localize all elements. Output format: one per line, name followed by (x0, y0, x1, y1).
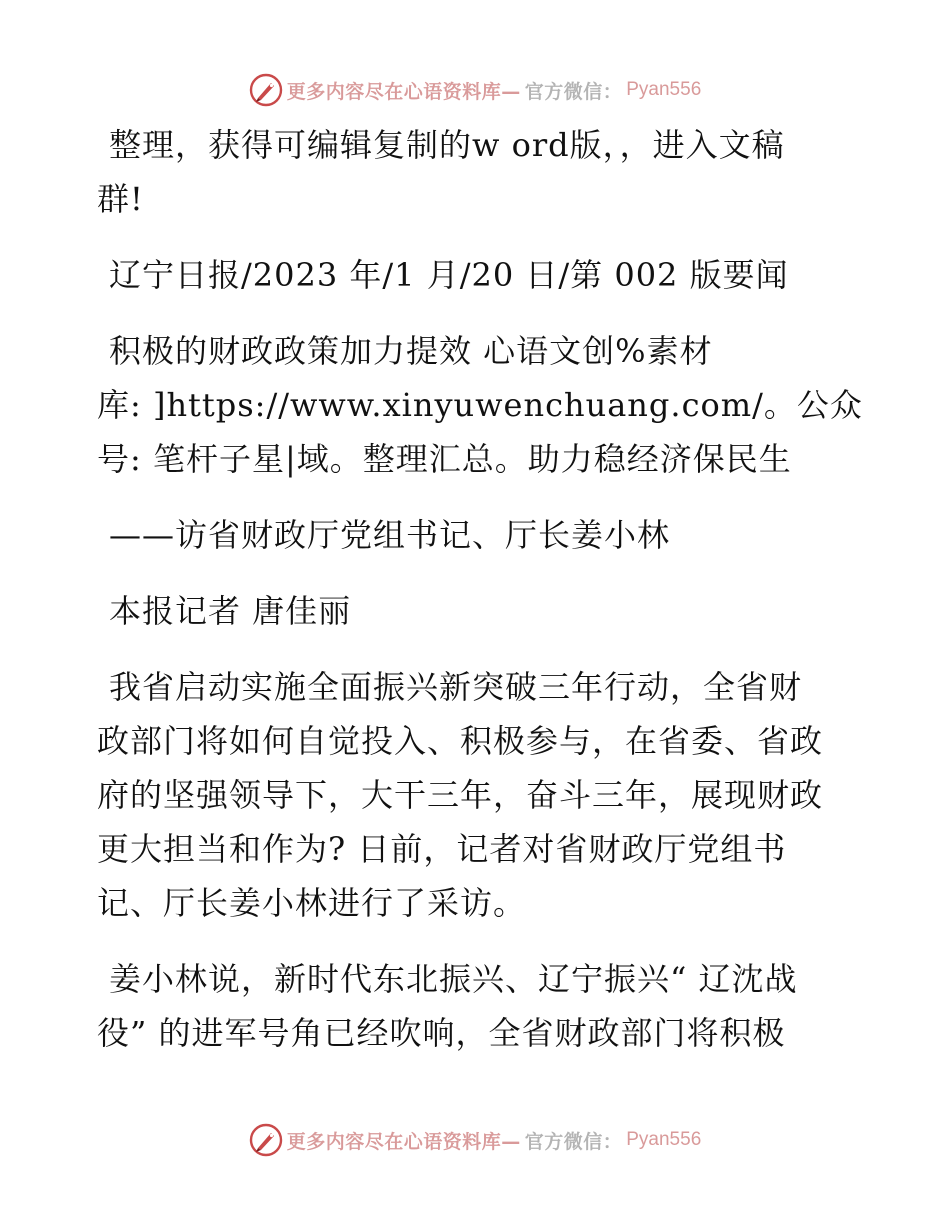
paragraph (97, 248, 857, 302)
document-body (97, 118, 863, 1060)
watermark-wechat-id: Pyan556 (626, 79, 702, 100)
paragraph-gap (97, 562, 857, 584)
paragraph-gap (97, 486, 857, 508)
text-line: ——访省财政厅党组书记、厅长姜小林 (109, 516, 671, 554)
paragraph-gap (97, 302, 857, 324)
text-line: 政部门将如何自觉投入、积极参与，在省委、省政 (97, 722, 824, 760)
watermark-wechat-id: Pyan556 (626, 1129, 702, 1150)
text-line: 役” 的进军号角已经吹响，全省财政部门将积极 (97, 1014, 786, 1052)
paragraph (97, 584, 857, 638)
watermark-text: 更多内容尽在心语资料库— (286, 1130, 521, 1153)
text-line: 更大担当和作为? 日前，记者对省财政厅党组书 (97, 830, 787, 868)
paragraph (97, 952, 857, 1060)
text-line: 记、厅长姜小林进行了采访。 (97, 884, 527, 922)
text-line: 号: 笔杆子星|域。整理汇总。助力稳经济保民生 (97, 440, 792, 478)
text-line: 辽宁日报/2023 年/1 月/20 日/第 002 版要闻 (109, 256, 789, 294)
text-line: 我省启动实施全面振兴新突破三年行动，全省财 (109, 668, 803, 706)
text-line: 姜小林说，新时代东北振兴、辽宁振兴“ 辽沈战 (109, 960, 798, 998)
text-line: 整理，获得可编辑复制的w ord版，，进入文稿 (109, 126, 785, 164)
footer-watermark (0, 1120, 950, 1160)
paragraph (97, 660, 857, 930)
pen-logo-icon (249, 1123, 283, 1157)
text-line: 积极的财政政策加力提效 心语文创%素材 (109, 332, 713, 370)
header-watermark (0, 70, 950, 110)
text-line: 群! (97, 180, 144, 218)
paragraph (97, 508, 857, 562)
text-line: 库: ]https://www.xinyuwenchuang.com/。公众 (97, 386, 863, 424)
watermark-text: 更多内容尽在心语资料库— (286, 80, 521, 103)
watermark-wechat-label: 官方微信： (524, 80, 623, 103)
text-line: 府的坚强领导下，大干三年，奋斗三年，展现财政 (97, 776, 824, 814)
paragraph (97, 324, 863, 486)
paragraph-gap (97, 638, 857, 660)
paragraph-gap (97, 226, 857, 248)
watermark-wechat-label: 官方微信： (524, 1130, 623, 1153)
paragraph (97, 118, 857, 226)
text-line: 本报记者 唐佳丽 (109, 592, 352, 630)
paragraph-gap (97, 930, 857, 952)
pen-logo-icon (249, 73, 283, 107)
